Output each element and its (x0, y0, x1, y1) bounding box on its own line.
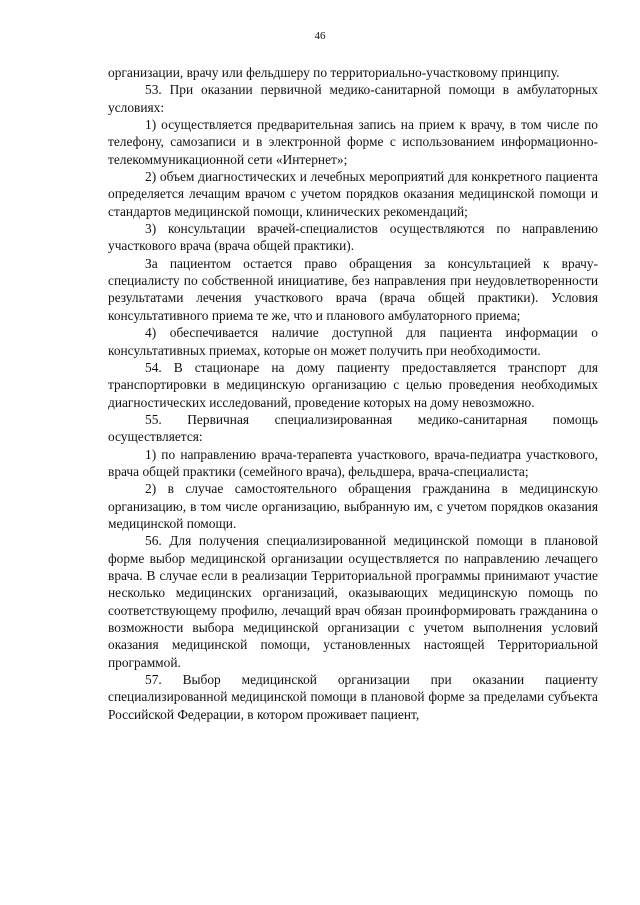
paragraph-56: 56. Для получения специализированной медицинской помощи в плановой форме выбор медицинской организации осуществляется по направлению лечащего врача. В случае если в реализации Территориальной программы принимают участие несколько медицинских организаций, оказывающих медицинскую помощь по соответствующему профилю, лечащий врач обязан проинформировать гражданина о возможности выбора медицинской организации с учетом выполнения условий оказания медицинской помощи, установленных настоящей Территориальной программой. (108, 533, 598, 670)
paragraph-53-item-1: 1) осуществляется предварительная запись на прием к врачу, в том числе по телефону, самозаписи и в электронной форме с использованием информационно-телекоммуникационной сети «Интернет»; (108, 117, 598, 167)
paragraph-continuation: организации, врачу или фельдшеру по территориально-участковому принципу. (108, 65, 560, 80)
paragraph-57: 57. Выбор медицинской организации при оказании пациенту специализированной медицинской помощи в плановой форме за пределами субъекта Российской Федерации, в котором проживает пациент, (108, 672, 598, 722)
paragraph-54: 54. В стационаре на дому пациенту предоставляется транспорт для транспортировки в медицинскую организацию с целью проведения необходимых диагностических исследований, проведение которых на дому невозможно. (108, 359, 598, 410)
paragraph-53-consultation-right: За пациентом остается право обращения за консультацией к врачу-специалисту по собственной инициативе, без направления при неудовлетворенности результатами лечения участкового врача (врача общей практики). Условия консультативного приема те же, что и планового амбулаторного приема; (108, 255, 598, 323)
paragraph-53-item-4: 4) обеспечивается наличие доступной для пациента информации о консультативных приемах, которые он может получить при необходимости. (108, 325, 598, 358)
document-body (108, 64, 598, 723)
paragraph-53-item-3: 3) консультации врачей-специалистов осуществляются по направлению участкового врача (врача общей практики). (108, 221, 598, 254)
paragraph-53-item-2: 2) объем диагностических и лечебных мероприятий для конкретного пациента определяется лечащим врачом с учетом порядков оказания медицинской помощи и стандартов медицинской помощи, клинических рекомендаций; (108, 169, 598, 219)
paragraph-55-item-1: 1) по направлению врача-терапевта участкового, врача-педиатра участкового, врача общей практики (семейного врача), фельдшера, врача-специалиста; (108, 446, 598, 479)
paragraph-55: 55. Первичная специализированная медико-санитарная помощь осуществляется: (108, 411, 598, 445)
paragraph-55-item-2: 2) в случае самостоятельного обращения гражданина в медицинскую организацию, в том числе организацию, выбранную им, с учетом порядков оказания медицинской помощи. (108, 481, 598, 531)
page-number: 46 (314, 30, 326, 42)
paragraph-53: 53. При оказании первичной медико-санитарной помощи в амбулаторных условиях: (108, 82, 598, 115)
